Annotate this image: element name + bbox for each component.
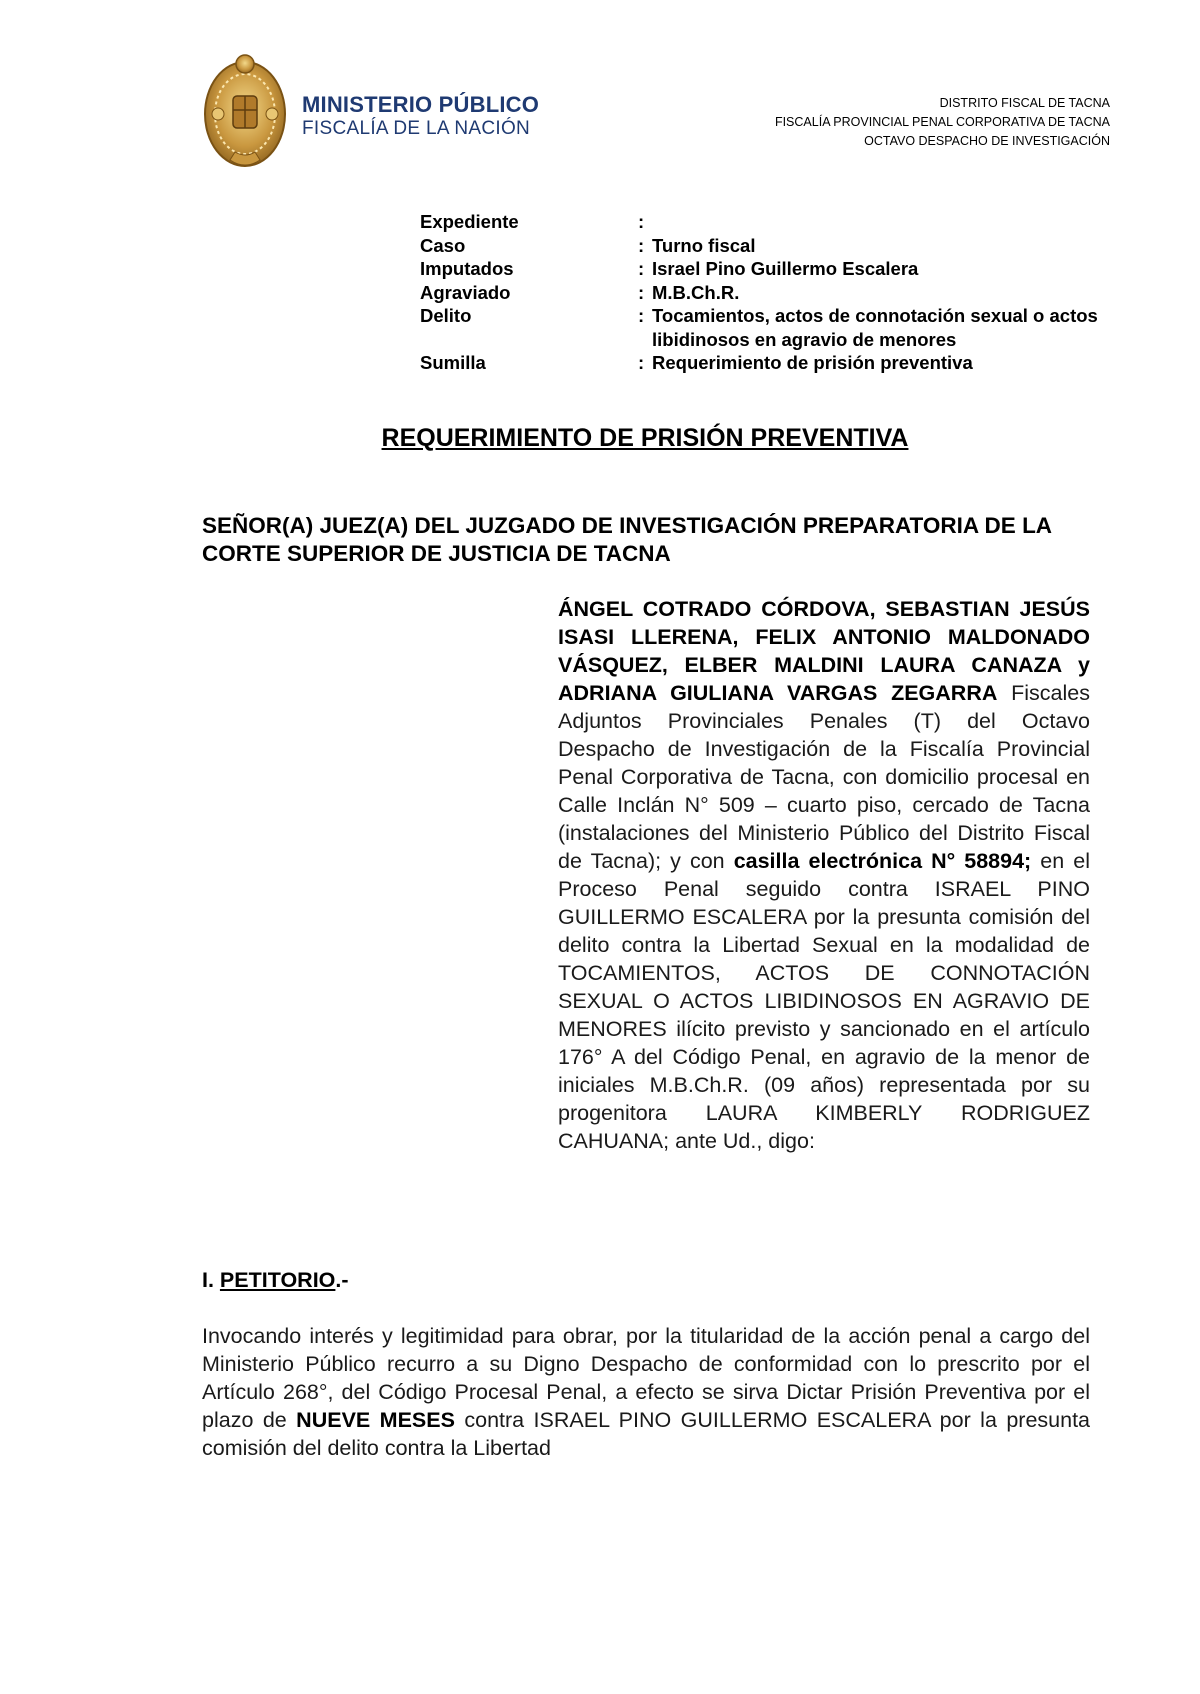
logo-subtitle: FISCALÍA DE LA NACIÓN — [302, 118, 531, 139]
addressee: SEÑOR(A) JUEZ(A) DEL JUZGADO DE INVESTIGACIÓN PREPARATORIA DE LA CORTE SUPERIOR DE JUSTICIA DE TACNA — [202, 513, 1052, 566]
case-info-label: Caso — [420, 234, 466, 256]
section-title: PETITORIO — [219, 1268, 336, 1292]
case-info-value: Israel Pino Guillermo Escalera — [652, 258, 919, 279]
case-info-label: Sumilla — [420, 352, 486, 373]
electronic-box: casilla electrónica N° 58894; — [733, 849, 1032, 873]
case-info-row — [420, 351, 1100, 375]
case-info-label: Expediente — [420, 211, 519, 232]
petition-text-part2: contra ISRAEL PINO GUILLERMO ESCALERA por la presunta comisión del delito contra la Libertad — [202, 1408, 1090, 1460]
case-info-value: Turno fiscal — [652, 234, 756, 256]
case-info-colon: : — [638, 211, 645, 232]
case-info-value — [652, 210, 1100, 234]
case-info-row — [420, 234, 1100, 258]
intro-text-part1: Fiscales Adjuntos Provinciales Penales (T) del Octavo Despacho de Investigación de la Fiscalía Provincial Penal Corporativa de Tacna, con domicilio procesal en Calle Inclán N° 509 – cuarto piso, cercado de Tacna (instalaciones del Ministerio Público del Distrito Fiscal de Tacna); y con — [558, 681, 1090, 873]
institution-logo — [302, 92, 539, 140]
case-info-value: M.B.Ch.R. — [652, 281, 740, 303]
intro-text-part2: en el Proceso Penal seguido contra ISRAEL PINO GUILLERMO ESCALERA por la presunta comisión del delito contra la Libertad Sexual en la modalidad de TOCAMIENTOS, ACTOS DE CONNOTACIÓN SEXUAL O ACTOS LIBIDINOSOS EN AGRAVIO DE MENORES ilícito previsto y sancionado en el artículo 176° A del Código Penal, en agravio de la menor de iniciales M.B.Ch.R. (09 años) representada por su progenitora LAURA KIMBERLY RODRIGUEZ CAHUANA; ante Ud., digo: — [558, 849, 1090, 1153]
case-info-label: Delito — [420, 305, 472, 326]
petition-paragraph — [202, 1322, 1090, 1462]
case-info-colon: : — [638, 258, 645, 279]
case-info-colon: : — [638, 234, 645, 256]
document-title: REQUERIMIENTO DE PRISIÓN PREVENTIVA — [381, 424, 909, 452]
case-info-label: Agraviado — [420, 281, 511, 303]
detention-term: NUEVE MESES — [296, 1408, 455, 1432]
office-header — [775, 94, 1110, 151]
case-info-colon: : — [638, 281, 645, 303]
prosecutor-names: ÁNGEL COTRADO CÓRDOVA, SEBASTIAN JESÚS ISASI LLERENA, FELIX ANTONIO MALDONADO VÁSQUEZ, ELBER MALDINI LAURA CANAZA y ADRIANA GIULIANA VARGAS ZEGARRA — [558, 597, 1090, 705]
petition-text-part1: Invocando interés y legitimidad para obrar, por la titularidad de la acción penal a cargo del Ministerio Público recurro a su Digno Despacho de conformidad con lo prescrito por el Artículo 268°, del Código Procesal Penal, a efecto se sirva Dictar Prisión Preventiva por el plazo de — [202, 1324, 1090, 1432]
national-coat-of-arms-icon — [200, 52, 290, 174]
section-heading-petitorio — [202, 1268, 349, 1293]
office-district: DISTRITO FISCAL DE TACNA — [939, 96, 1110, 110]
case-info-row — [420, 210, 1100, 234]
case-info-row — [420, 281, 1100, 305]
intro-paragraph — [558, 595, 1090, 1155]
office-dispatch: OCTAVO DESPACHO DE INVESTIGACIÓN — [864, 134, 1110, 148]
case-info-colon: : — [638, 305, 645, 326]
case-info-value: Requerimiento de prisión preventiva — [652, 352, 973, 373]
case-info-colon: : — [638, 352, 645, 373]
office-prosecutor: FISCALÍA PROVINCIAL PENAL CORPORATIVA DE TACNA — [774, 115, 1110, 129]
section-suffix: .- — [335, 1268, 349, 1292]
logo-title: MINISTERIO PÚBLICO — [302, 92, 540, 117]
section-number: I. — [202, 1268, 220, 1292]
case-info — [420, 210, 1100, 375]
case-info-label: Imputados — [420, 258, 514, 279]
case-info-row — [420, 304, 1100, 351]
case-info-row — [420, 257, 1100, 281]
case-info-value: Tocamientos, actos de connotación sexual o actos libidinosos en agravio de menores — [652, 305, 1098, 350]
